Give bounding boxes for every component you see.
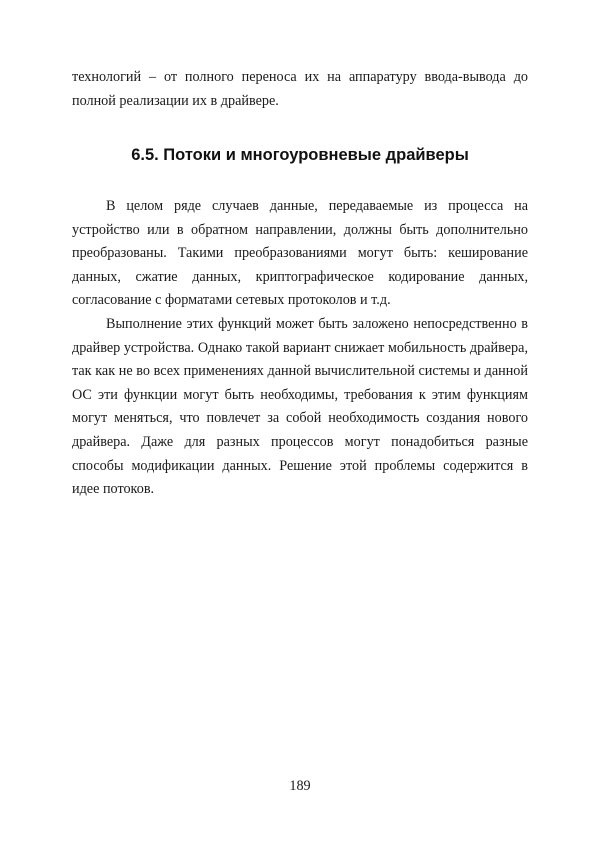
body-paragraph-1: В целом ряде случаев данные, передаваемые из процесса на устройство или в обратном направлении, должны быть дополнительно преобразованы. Такими преобразованиями могут быть: кеширование данных, сжатие данных, криптографическое кодирование данных, согласование с форматами сетевых протоколов и т.д. xyxy=(72,198,528,309)
page-number: 189 xyxy=(289,778,311,794)
section-body xyxy=(72,195,528,502)
continuation-paragraph: технологий – от полного переноса их на аппаратуру ввода-вывода до полной реализации их в драйвере. xyxy=(72,69,528,109)
section-heading: 6.5. Потоки и многоуровневые драйверы xyxy=(131,146,469,164)
body-paragraph-2: Выполнение этих функций может быть заложено непосредственно в драйвер устройства. Однако такой вариант снижает мобильность драйвера, так как не во всех применениях данной вычислительной системы и данной ОС эти функции могут быть необходимы, требования к этим функциям могут меняться, что повлечет за собой необходимость создания нового драйвера. Даже для разных процессов могут понадобиться разные способы модификации данных. Решение этой проблемы содержится в идее потоков. xyxy=(72,315,528,498)
